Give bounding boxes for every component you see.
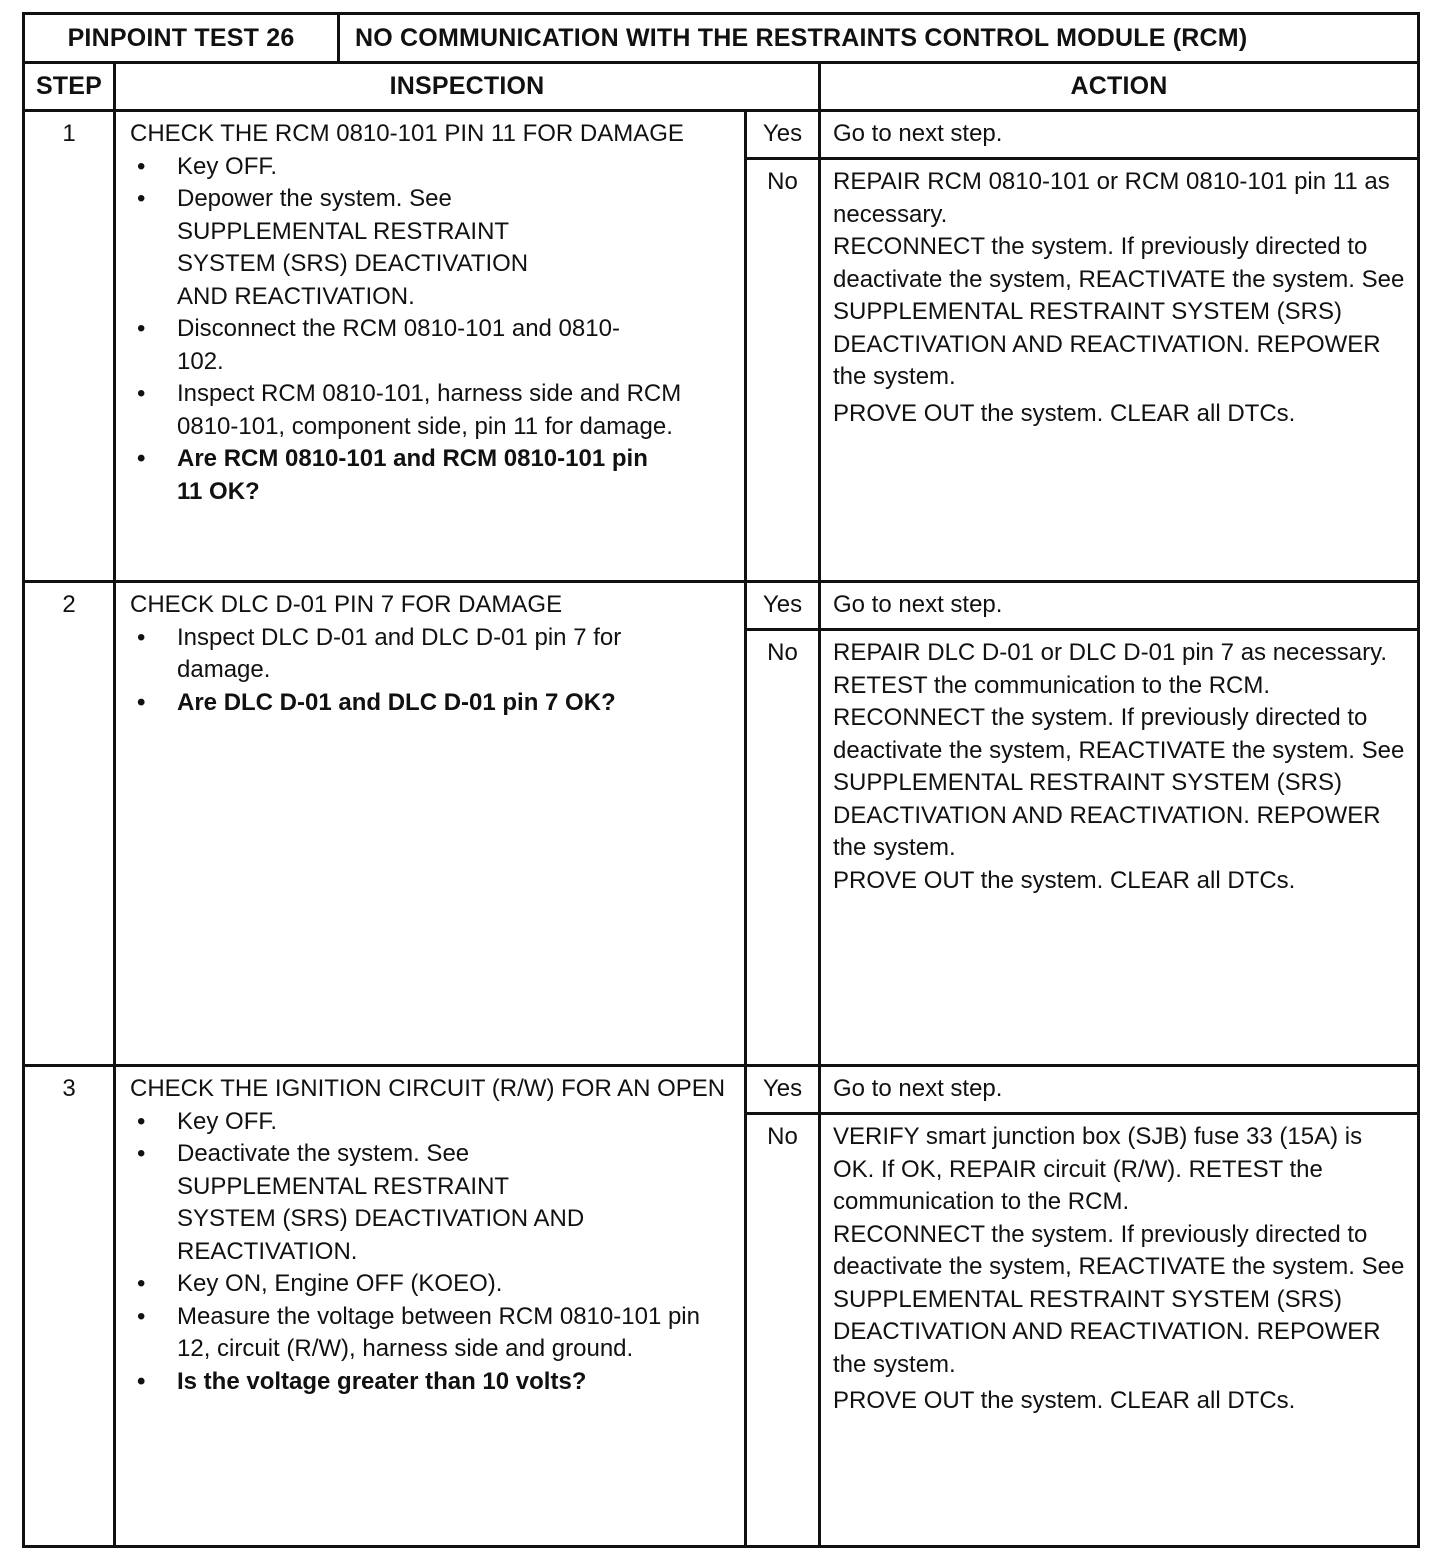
no-label: No: [767, 168, 798, 195]
step-number: 1: [62, 120, 76, 147]
bullet-item: • Key OFF.: [130, 151, 744, 184]
yes-action: Go to next step.: [833, 1075, 1003, 1102]
no-action-paragraph: RECONNECT the system. If previously directed to deactivate the system, REACTIVATE the system. See SUPPLEMENTAL RESTRAINT SYSTEM (SRS) DEACTIVATION AND REACTIVATION. REPOWER the system.: [833, 704, 1405, 861]
title-row: [25, 15, 1417, 64]
title-divider: [337, 15, 340, 61]
yes-action: Go to next step.: [833, 120, 1003, 147]
bullet-item: • Disconnect the RCM 0810-101 and 0810-102.: [130, 313, 647, 378]
no-action-paragraph: VERIFY smart junction box (SJB) fuse 33 (15A) is OK. If OK, REPAIR circuit (R/W). RETEST the communication to the RCM.: [833, 1123, 1363, 1215]
inspection-bullets: [130, 622, 744, 720]
test-label: PINPOINT TEST 26: [67, 23, 295, 52]
no-action-paragraph: PROVE OUT the system. CLEAR all DTCs.: [833, 399, 1296, 427]
inspection-cell: [116, 1067, 744, 1398]
no-action: [821, 1115, 1417, 1418]
bullet-item: • Depower the system. See SUPPLEMENTAL RESTRAINT SYSTEM (SRS) DEACTIVATION AND REACTIVATION.: [130, 183, 577, 313]
inspection-column-header: INSPECTION: [389, 72, 545, 100]
no-action-paragraph: REPAIR RCM 0810-101 or RCM 0810-101 pin 11 as necessary.: [833, 168, 1390, 228]
step-heading: CHECK THE IGNITION CIRCUIT (R/W) FOR AN OPEN: [130, 1075, 726, 1102]
step-row-2: [25, 583, 1417, 1067]
test-name: NO COMMUNICATION WITH THE RESTRAINTS CONTROL MODULE (RCM): [355, 23, 1248, 52]
step-number: 2: [62, 591, 76, 618]
no-label: No: [767, 1123, 798, 1150]
inspection-bullets: [130, 1106, 744, 1399]
no-action-paragraph: RECONNECT the system. If previously directed to deactivate the system, REACTIVATE the system. See SUPPLEMENTAL RESTRAINT SYSTEM (SRS) DEACTIVATION AND REACTIVATION. REPOWER the system.: [833, 1220, 1405, 1378]
step-heading: CHECK DLC D-01 PIN 7 FOR DAMAGE: [130, 591, 563, 618]
no-action-paragraph: RECONNECT the system. If previously directed to deactivate the system, REACTIVATE the system. See SUPPLEMENTAL RESTRAINT SYSTEM (SRS) DEACTIVATION AND REACTIVATION. REPOWER the system.: [833, 233, 1405, 390]
no-action: [821, 631, 1417, 897]
bullet-item: • Deactivate the system. See SUPPLEMENTAL RESTRAINT SYSTEM (SRS) DEACTIVATION AND REACTIVATION.: [130, 1138, 587, 1268]
bullet-item: • Inspect RCM 0810-101, harness side and RCM 0810-101, component side, pin 11 for damage.: [130, 378, 717, 443]
yes-label: Yes: [762, 591, 803, 618]
step-row-1: [25, 112, 1417, 583]
step-row-3: [25, 1067, 1417, 1545]
action-column-header: ACTION: [1070, 72, 1168, 100]
yes-label: Yes: [762, 120, 803, 147]
pinpoint-test-table: [22, 12, 1420, 1548]
bullet-question: • Are RCM 0810-101 and RCM 0810-101 pin 11 OK?: [130, 443, 677, 508]
no-action-paragraph: PROVE OUT the system. CLEAR all DTCs.: [833, 1387, 1296, 1414]
no-action-paragraph: PROVE OUT the system. CLEAR all DTCs.: [833, 866, 1296, 894]
step-column-header: STEP: [35, 72, 103, 100]
no-label: No: [767, 639, 798, 666]
inspection-cell: [116, 583, 744, 719]
step-heading: CHECK THE RCM 0810-101 PIN 11 FOR DAMAGE: [130, 120, 684, 147]
no-action: [821, 160, 1417, 430]
bullet-item: • Measure the voltage between RCM 0810-101 pin 12, circuit (R/W), harness side and ground.: [130, 1301, 722, 1366]
yes-label: Yes: [762, 1075, 803, 1102]
step-number: 3: [62, 1075, 76, 1102]
bullet-item: • Key ON, Engine OFF (KOEO).: [130, 1268, 744, 1301]
no-action-paragraph: REPAIR DLC D-01 or DLC D-01 pin 7 as necessary. RETEST the communication to the RCM.: [833, 639, 1387, 699]
inspection-cell: [116, 112, 744, 508]
bullet-item: • Inspect DLC D-01 and DLC D-01 pin 7 for damage.: [130, 622, 717, 687]
bullet-question: • Is the voltage greater than 10 volts?: [130, 1366, 744, 1399]
column-header-row: [25, 64, 1417, 112]
bullet-item: • Key OFF.: [130, 1106, 744, 1139]
bullet-question: • Are DLC D-01 and DLC D-01 pin 7 OK?: [130, 687, 744, 720]
yes-action: Go to next step.: [833, 591, 1003, 618]
inspection-bullets: [130, 151, 744, 509]
